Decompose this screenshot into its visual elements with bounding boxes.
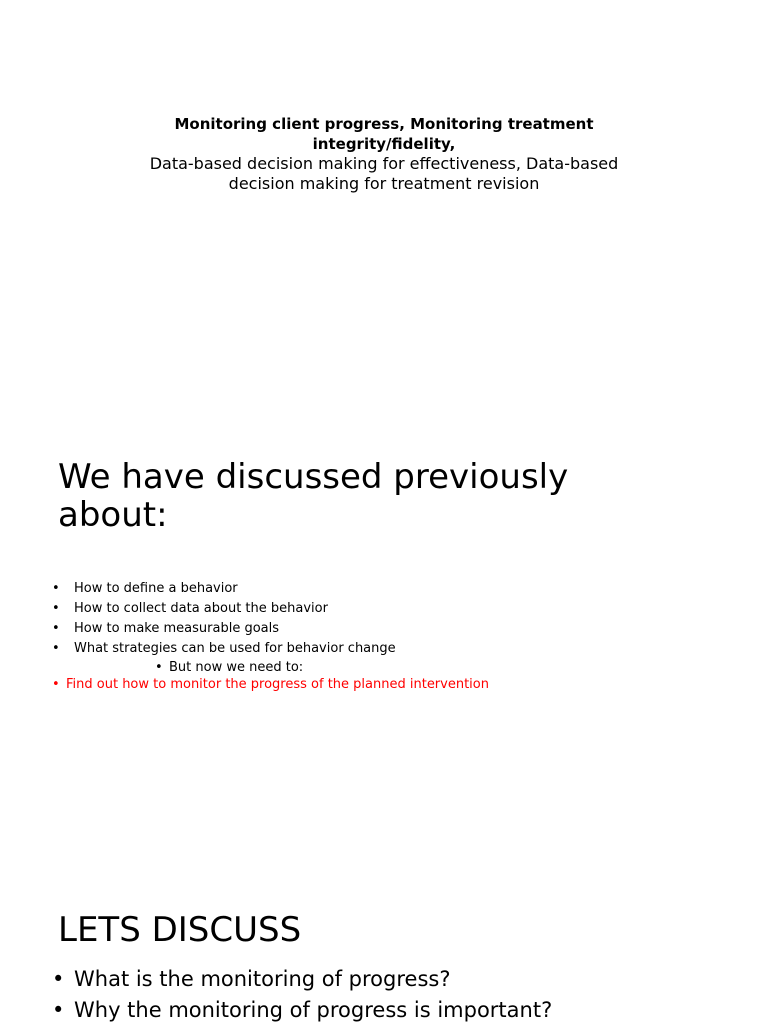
- slide-heading: LETS DISCUSS: [58, 910, 302, 950]
- bullet-icon: •: [52, 641, 60, 656]
- list-item: [52, 639, 712, 659]
- bullet-icon: •: [52, 621, 60, 636]
- list-item: [52, 964, 732, 995]
- bullet-icon: •: [52, 581, 60, 596]
- sub-list-item: [52, 659, 712, 676]
- bullet-icon: •: [155, 660, 163, 675]
- bullet-list: [52, 964, 732, 1026]
- list-item-text: What is the monitoring of progress?: [74, 967, 451, 991]
- bullet-icon: •: [52, 677, 60, 692]
- bullet-icon: •: [52, 967, 65, 991]
- list-item: [52, 599, 712, 619]
- slide-lets-discuss: [0, 900, 768, 1024]
- slide-title: [0, 0, 768, 420]
- bullet-icon: •: [52, 998, 65, 1022]
- bullet-list: [52, 579, 712, 694]
- list-item-text: How to collect data about the behavior: [74, 601, 328, 616]
- slide-previous-topics: [0, 440, 768, 860]
- list-item-text: How to define a behavior: [74, 581, 238, 596]
- title-bold-text: Monitoring client progress, Monitoring treatment integrity/fidelity,: [174, 115, 594, 153]
- list-item-text: Why the monitoring of progress is important?: [74, 998, 553, 1022]
- title-subtitle-text: Data-based decision making for effectiveness, Data-based decision making for treatment revision: [149, 154, 619, 193]
- title-block: [0, 114, 768, 194]
- sub-list-item-text: But now we need to:: [169, 660, 304, 675]
- highlight-list-item-text: Find out how to monitor the progress of the planned intervention: [66, 677, 489, 692]
- list-item: [52, 579, 712, 599]
- list-item-text: What strategies can be used for behavior change: [74, 641, 396, 656]
- bullet-icon: •: [52, 601, 60, 616]
- slide-heading: We have discussed previously about:: [58, 457, 569, 535]
- highlight-list-item: [52, 676, 712, 694]
- list-item: [52, 995, 732, 1026]
- list-item: [52, 619, 712, 639]
- list-item-text: How to make measurable goals: [74, 621, 280, 636]
